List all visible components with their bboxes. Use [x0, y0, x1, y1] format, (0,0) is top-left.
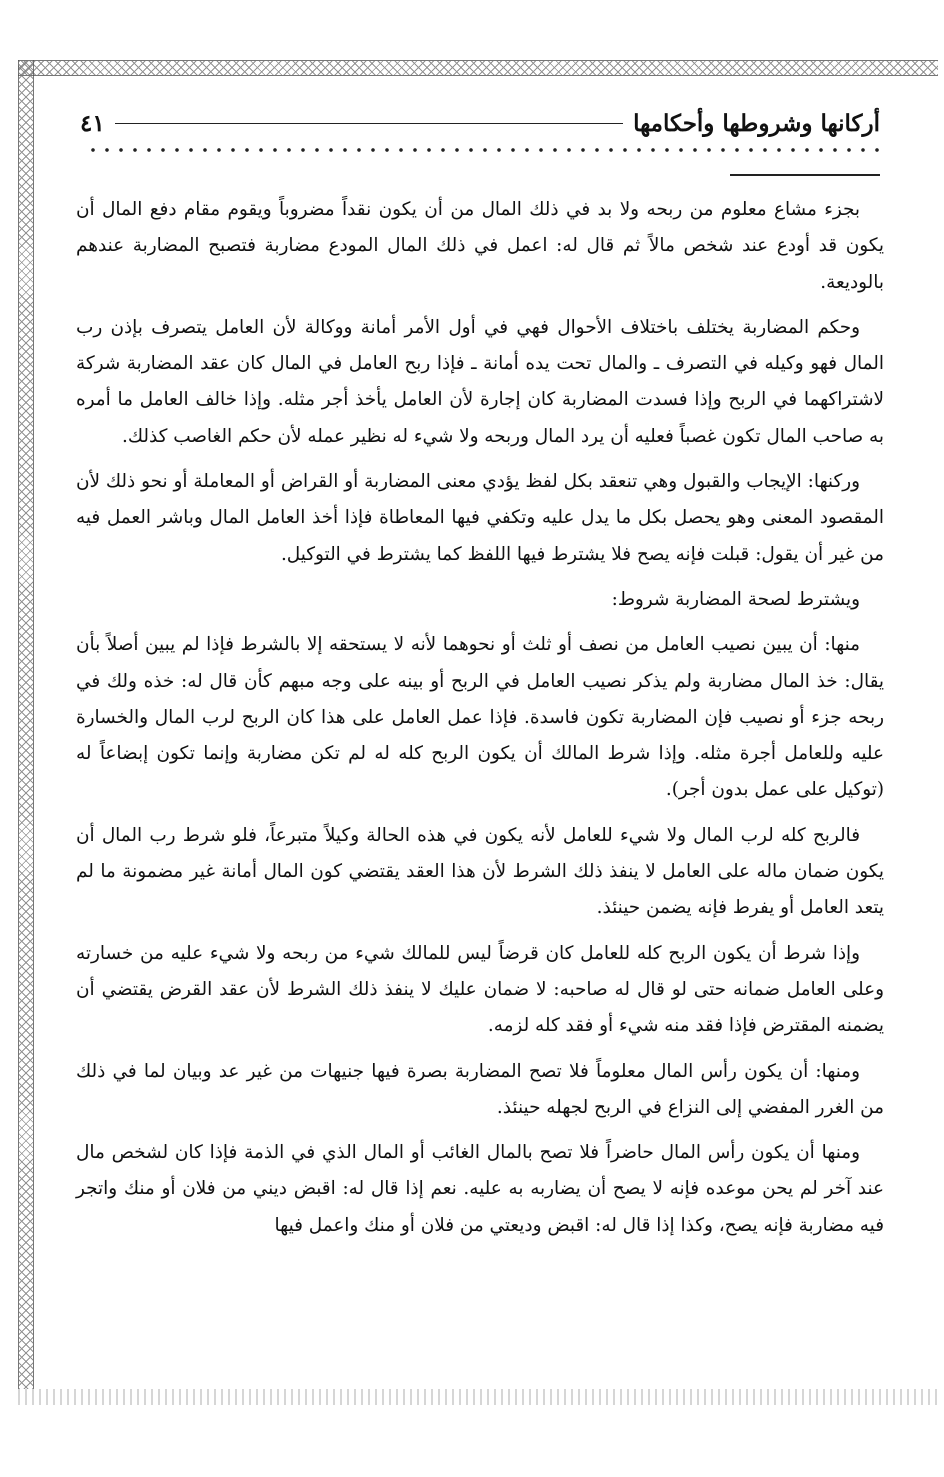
paragraph: ومنها أن يكون رأس المال حاضراً فلا تصح بالمال الغائب أو المال الذي في الذمة فإذا كان لشخص مال عند آخر لم يحن موعده فإنه لا يصح أن يضاربه به عليه. نعم إذا قال له: اقبض ديني من فلان أو منك واتجر فيه مضاربة فإنه يصح، وكذا إذا قال له: اقبض وديعتي من فلان أو منك واعمل فيها: [76, 1142, 884, 1236]
ornamental-border-top: [18, 60, 938, 76]
chapter-title: أركانها وشروطها وأحكامها: [633, 109, 880, 137]
paragraph: بجزء مشاع معلوم من ربحه ولا بد في ذلك المال من أن يكون نقداً مضروباً ويقوم مقام دفع المال أن يكون قد أودع عند شخص مالاً ثم قال له: اعمل في ذلك المال المودع مضاربة فتصبح المضاربة عندهم بالوديعة.: [76, 199, 884, 293]
paragraph: ومنها: أن يكون رأس المال معلوماً فلا تصح المضاربة بصرة فيها جنيهات من غير عد وبيان لما في ذلك من الغرر المفضي إلى النزاع في الربح لجهله حينئذ.: [76, 1060, 884, 1118]
page-number: ٤١: [80, 109, 105, 137]
ornamental-border-bottom: [18, 1389, 938, 1405]
running-header: [80, 106, 880, 140]
paragraph: فالربح كله لرب المال ولا شيء للعامل لأنه يكون في هذه الحالة وكيلاً متبرعاً، فلو شرط رب المال أن يكون ضمان ماله على العامل لا ينفذ ذلك الشرط لأن هذا العقد يقتضي كون المال أمانة غير مضمونة ما لم يتعد العامل أو يفرط فإنه يضمن حينئذ.: [76, 824, 884, 919]
paragraph: وحكم المضاربة يختلف باختلاف الأحوال فهي في أول الأمر أمانة ووكالة لأن العامل يتصرف بإذن رب المال فهو وكيله في التصرف ـ والمال تحت يده أمانة ـ فإذا ربح العامل في المال كان عقد المضاربة شركة لاشتراكهما في الربح وإذا فسدت المضاربة كان إجارة لأن العامل يأخذ أجر مثله. وإذا خالف العامل ما أمره به صاحب المال تكون غصباً فعليه أن يرد المال وربحه ولا شيء له نظير عمله لأن حكم الغاصب كذلك.: [76, 316, 884, 447]
paragraph: وإذا شرط أن يكون الربح كله للعامل كان قرضاً ليس للمالك شيء من ربحه ولا شيء عليه من خسارته وعلى العامل ضمانه حتى لو قال له صاحبه: لا ضمان عليك لا ينفذ ذلك الشرط لأن عقد القرض يقتضي أن يضمنه المقترض فإذا فقد منه شيء أو فقد كله لزمه.: [76, 942, 884, 1037]
paragraph: منها: أن يبين نصيب العامل من نصف أو ثلث أو نحوهما لأنه لا يستحقه إلا بالشرط فإذا لم يبين أصلاً بأن يقال: خذ المال مضاربة ولم يذكر نصيب العامل في الربح أو بينه على وجه مبهم كأن قال له: خذه ولك في ربحه جزء أو نصيب فإن المضاربة تكون فاسدة. فإذا عمل العامل على هذا كان الربح لرب المال والخسارة عليه وللعامل أجرة مثله. وإذا شرط المالك أن يكون الربح كله له لم تكن مضاربة وإنما تكون إبضاعاً له (توكيل على عمل بدون أجر).: [76, 634, 884, 801]
short-rule: [730, 174, 880, 176]
body-text: [76, 192, 884, 1253]
header-rule: [115, 123, 623, 124]
paragraph: وركنها: الإيجاب والقبول وهي تنعقد بكل لفظ يؤدي معنى المضاربة أو القراض أو المعاملة أو نحو ذلك لأن المقصود المعنى وهو يحصل بكل ما يدل عليه وتكفي فيها المعاطاة فإذا أخذ العامل المال وباشر العمل فيه من غير أن يقول: قبلت فإنه يصح فلا يشترط فيها اللفظ كما يشترط في التوكيل.: [76, 471, 884, 565]
dotted-separator: [86, 146, 880, 154]
ornamental-border-left: [18, 60, 34, 1389]
paragraph: ويشترط لصحة المضاربة شروط:: [611, 588, 860, 610]
